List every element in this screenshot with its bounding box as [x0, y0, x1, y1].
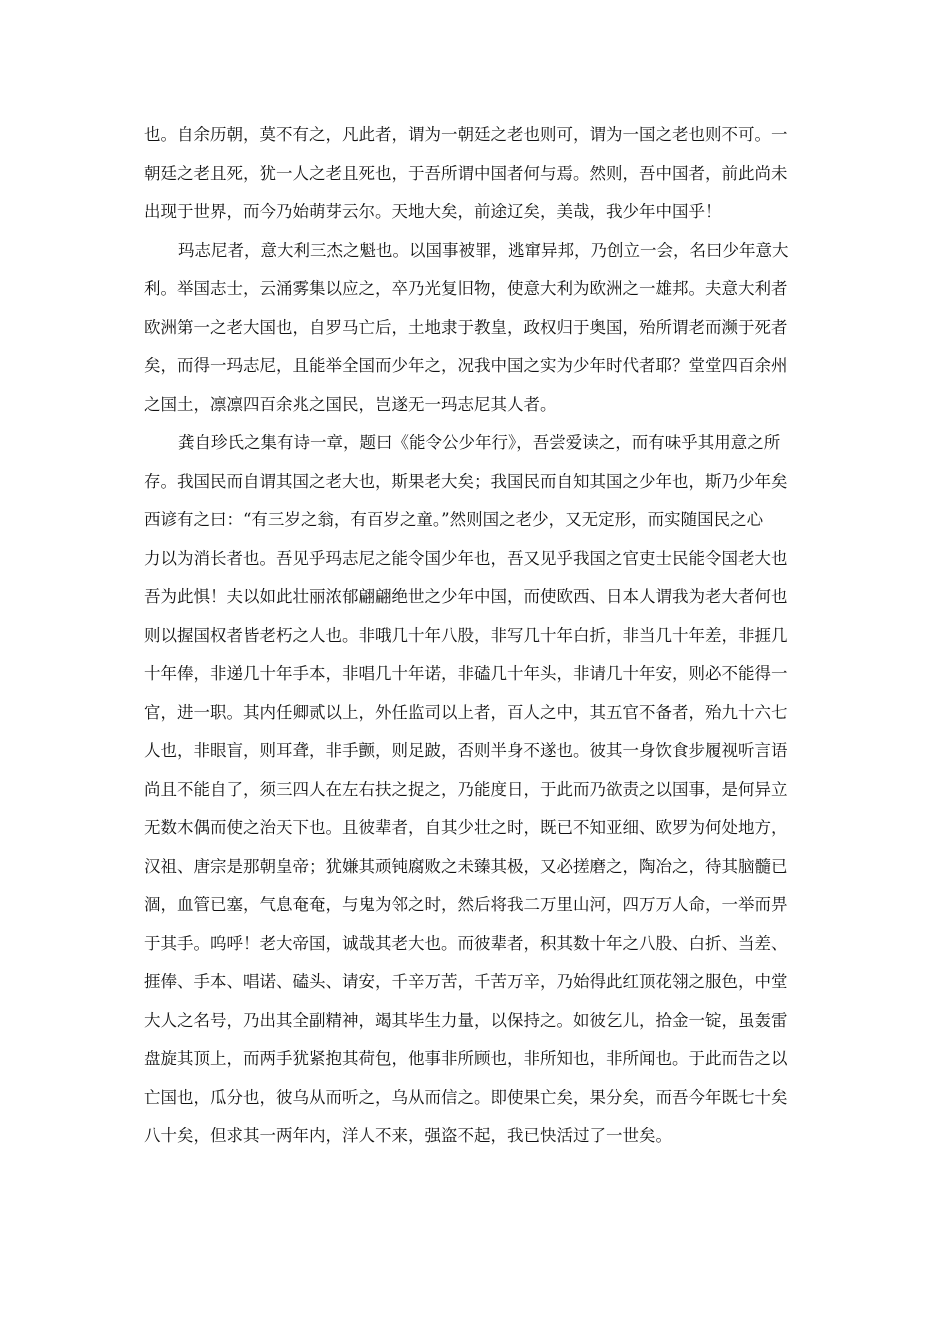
text-line: 官，进一职。其内任卿贰以上，外任监司以上者，百人之中，其五官不备者，殆九十六七 [144, 702, 788, 722]
document-body [144, 116, 806, 1156]
text-line: 利。举国志士，云涌雾集以应之，卒乃光复旧物，使意大利为欧洲之一雄邦。夫意大利者 [144, 279, 788, 298]
text-line: 矣，而得一玛志尼，且能举全国而少年之，况我中国之实为少年时代者耶？堂堂四百余州 [144, 356, 788, 375]
text-line: 十年俸，非递几十年手本，非唱几十年诺，非磕几十年头，非请几十年安，则必不能得一 [144, 664, 788, 683]
paragraph-2 [144, 232, 806, 425]
text-line: 尚且不能自了，须三四人在左右扶之捉之，乃能度日，于此而乃欲责之以国事，是何异立 [144, 779, 788, 799]
text-line: 捱俸、手本、唱诺、磕头、请安，千辛万苦，千苦万辛，乃始得此红顶花翎之服色，中堂 [144, 972, 788, 991]
text-line: 西谚有之曰：“有三岁之翁，有百岁之童。”然则国之老少，又无定形，而实随国民之心 [144, 510, 764, 529]
text-line: 则以握国权者皆老朽之人也。非哦几十年八股，非写几十年白折，非当几十年差，非捱几 [144, 625, 788, 645]
text-line: 涸，血管已塞，气息奄奄，与鬼为邻之时，然后将我二万里山河，四万万人命，一举而畀 [144, 895, 788, 914]
text-line: 出现于世界，而今乃始萌芽云尔。天地大矣，前途辽矣，美哉，我少年中国乎！ [144, 202, 722, 221]
text-line: 吾为此惧！夫以如此壮丽浓郁翩翩绝世之少年中国，而使欧西、日本人谓我为老大者何也 [144, 587, 788, 606]
text-line: 也。自余历朝，莫不有之，凡此者，谓为一朝廷之老也则可，谓为一国之老也则不可。一 [144, 125, 788, 144]
text-line: 力以为消长者也。吾见乎玛志尼之能令国少年也，吾又见乎我国之官吏士民能令国老大也 [144, 548, 788, 568]
paragraph-3 [144, 424, 806, 1156]
text-line: 于其手。呜呼！老大帝国，诚哉其老大也。而彼辈者，积其数十年之八股、白折、当差、 [144, 933, 788, 953]
paragraph-1 [144, 116, 806, 232]
text-line: 盘旋其顶上，而两手犹紧抱其荷包，他事非所顾也，非所知也，非所闻也。于此而告之以 [144, 1049, 788, 1068]
text-line: 亡国也，瓜分也，彼乌从而听之，乌从而信之。即使果亡矣，果分矣，而吾今年既七十矣 [144, 1087, 788, 1107]
text-line: 之国土，凛凛四百余兆之国民，岂遂无一玛志尼其人者。 [144, 394, 557, 414]
text-line: 欧洲第一之老大国也，自罗马亡后，土地隶于教皇，政权归于奥国，殆所谓老而濒于死者 [144, 317, 788, 337]
text-line: 存。我国民而自谓其国之老大也，斯果老大矣；我国民而自知其国之少年也，斯乃少年矣 [144, 471, 788, 491]
text-line: 汉祖、唐宗是那朝皇帝；犹嫌其顽钝腐败之未臻其极，又必搓磨之，陶冶之，待其脑髓已 [144, 856, 788, 876]
text-line: 玛志尼者，意大利三杰之魁也。以国事被罪，逃窜异邦，乃创立一会，名曰少年意大 [178, 240, 789, 260]
text-line: 无数木偶而使之治天下也。且彼辈者，自其少壮之时，既已不知亚细、欧罗为何处地方， [144, 818, 788, 837]
text-line: 人也，非眼盲，则耳聋，非手颤，则足跛，否则半身不遂也。彼其一身饮食步履视听言语 [144, 741, 788, 760]
text-line: 八十矣，但求其一两年内，洋人不来，强盗不起，我已快活过了一世矣。 [144, 1126, 672, 1145]
text-line: 龚自珍氏之集有诗一章，题曰《能令公少年行》，吾尝爱读之，而有味乎其用意之所 [178, 433, 781, 452]
text-line: 朝廷之老且死，犹一人之老且死也，于吾所谓中国者何与焉。然则，吾中国者，前此尚未 [144, 163, 788, 183]
text-line: 大人之名号，乃出其全副精神，竭其毕生力量，以保持之。如彼乞儿，拾金一锭，虽轰雷 [144, 1010, 788, 1030]
